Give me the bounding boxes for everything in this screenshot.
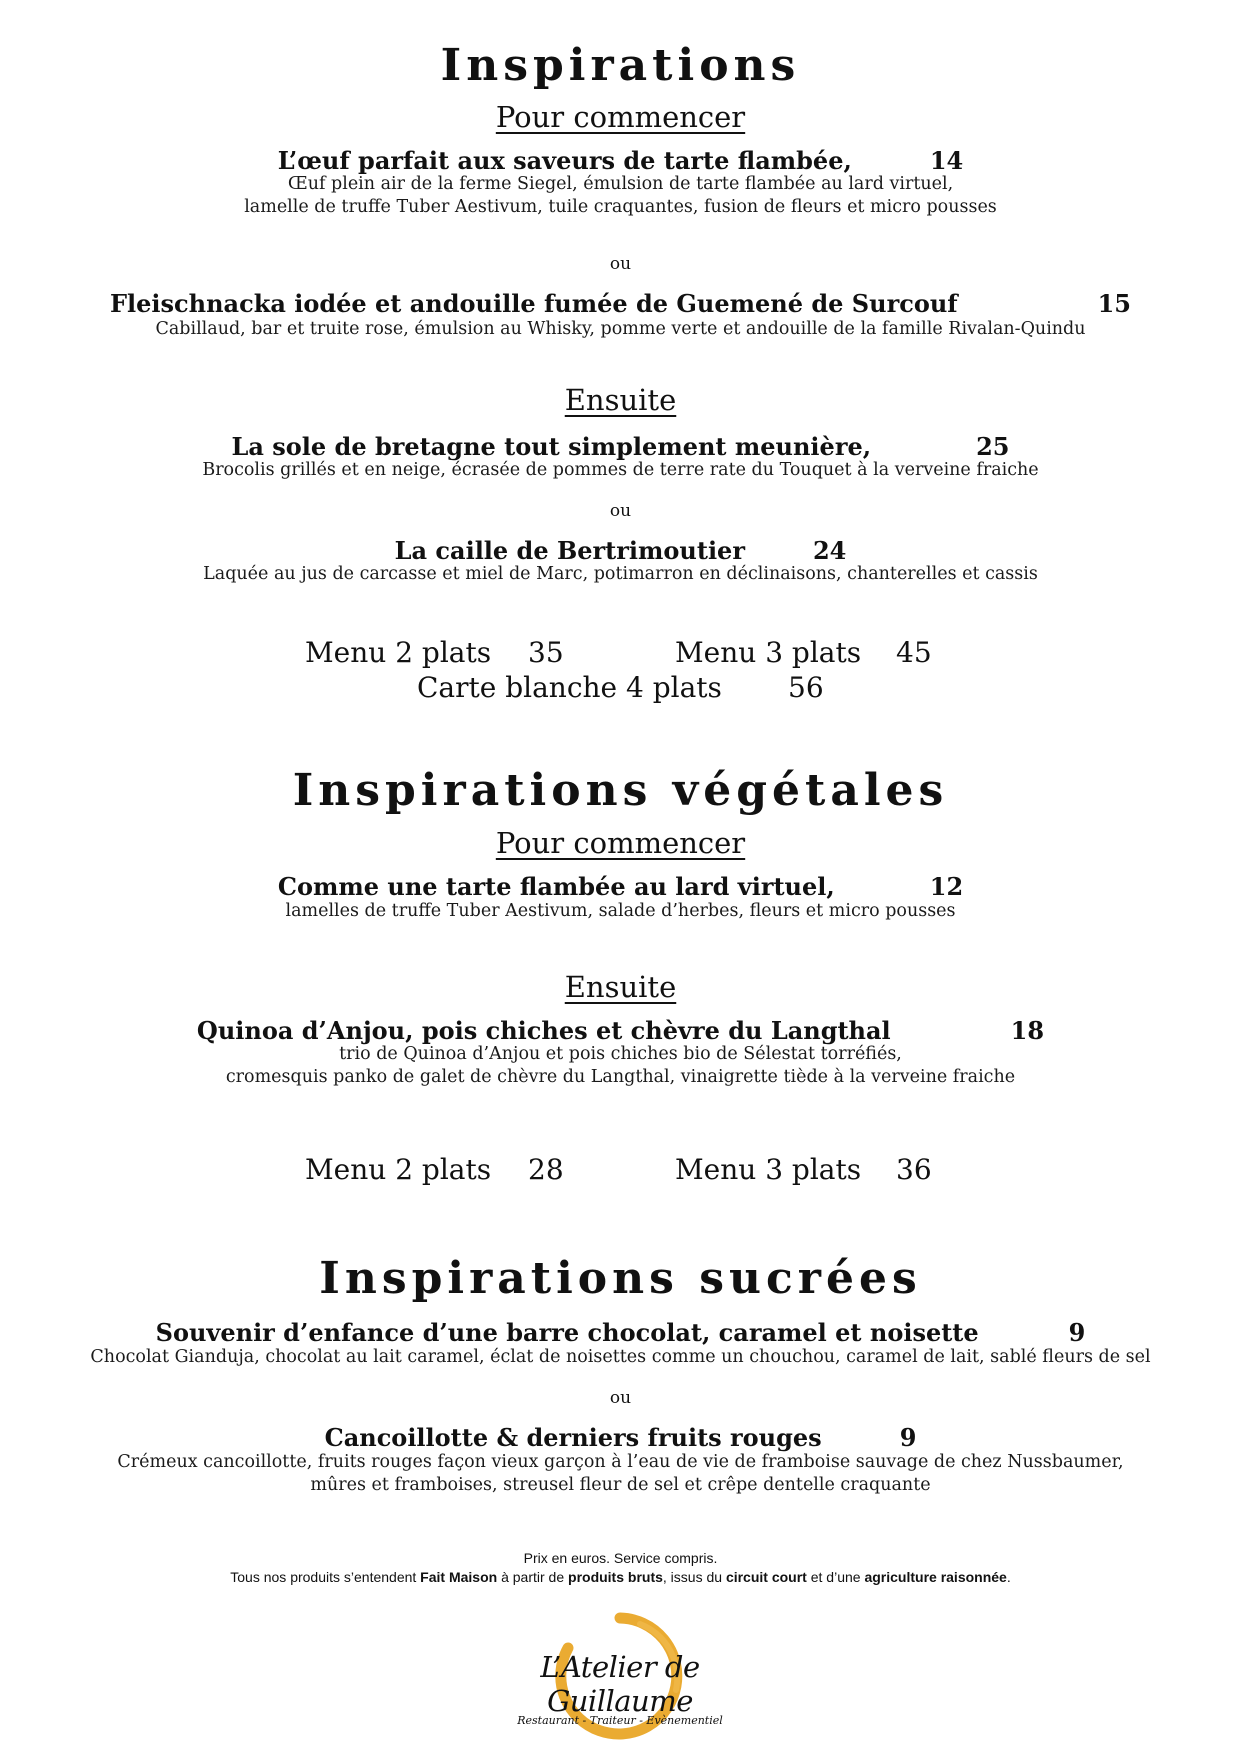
dish-price: 18 <box>1010 1016 1045 1045</box>
dish-price: 9 <box>1068 1318 1086 1347</box>
restaurant-logo <box>490 1610 750 1750</box>
dish-quinoa <box>0 1016 1241 1045</box>
dish-price: 15 <box>1097 289 1132 318</box>
or-separator: ou <box>609 254 632 274</box>
footer-emphasis: produits bruts <box>568 1569 663 1585</box>
dish-description: Œuf plein air de la ferme Siegel, émulsion de tarte flambée au lard virtuel, <box>287 174 954 194</box>
dish-price: 25 <box>976 432 1010 461</box>
formula-label: Menu 3 plats <box>675 1153 862 1186</box>
formula-price: 56 <box>788 671 824 704</box>
dish-oeuf-parfait <box>0 146 1241 175</box>
dish-name: L’œuf parfait aux saveurs de tarte flambée, <box>277 146 852 175</box>
footer-text: , issus du <box>662 1569 726 1585</box>
dish-tarte-flambee <box>0 872 1241 901</box>
section-title-vegetal: Inspirations végétales <box>292 765 949 816</box>
footer-text: Tous nos produits s’entendent <box>230 1569 421 1585</box>
menu-formulas-row2 <box>0 671 1241 707</box>
dish-name: La caille de Bertrimoutier <box>394 536 745 565</box>
dish-description: Cabillaud, bar et truite rose, émulsion au Whisky, pomme verte et andouille de la famille Rivalan-Quindu <box>155 319 1086 339</box>
dish-description: Brocolis grillés et en neige, écrasée de pommes de terre rate du Touquet à la verveine fraiche <box>202 460 1039 480</box>
dish-description: trio de Quinoa d’Anjou et pois chiches bio de Sélestat torréfiés, <box>339 1044 902 1064</box>
formula-label: Menu 2 plats <box>305 636 492 669</box>
dish-description: cromesquis panko de galet de chèvre du Langthal, vinaigrette tiède à la verveine fraiche <box>225 1067 1016 1087</box>
or-separator: ou <box>609 1388 632 1408</box>
formula-label: Menu 2 plats <box>305 1153 492 1186</box>
footer-text: . <box>1006 1569 1011 1585</box>
logo-tagline: Restaurant - Traiteur - Evènementiel <box>517 1714 723 1727</box>
dish-caille <box>0 536 1241 565</box>
footer-text: et d’une <box>806 1569 865 1585</box>
dish-description: Chocolat Gianduja, chocolat au lait caramel, éclat de noisettes comme un chouchou, caramel de lait, sablé fleurs de sel <box>90 1347 1151 1367</box>
dish-sole <box>0 432 1241 461</box>
dish-name: Fleischnacka iodée et andouille fumée de Guemené de Surcouf <box>109 289 958 318</box>
footer-emphasis: Fait Maison <box>420 1569 498 1585</box>
dish-name: Cancoillotte & derniers fruits rouges <box>324 1423 822 1452</box>
dish-souvenir-enfance <box>0 1318 1241 1347</box>
dish-description: lamelles de truffe Tuber Aestivum, salade d’herbes, fleurs et micro pousses <box>285 901 956 921</box>
heading-starters: Pour commencer <box>495 100 746 134</box>
or-separator: ou <box>609 501 632 521</box>
logo-name: L’Atelier de Guillaume <box>540 1650 700 1718</box>
heading-mains: Ensuite <box>564 970 677 1004</box>
menu-formulas-row1 <box>0 636 1241 672</box>
dish-description: Crémeux cancoillotte, fruits rouges façon vieux garçon à l’eau de vie de framboise sauvage de chez Nussbaumer, <box>117 1452 1124 1472</box>
dish-description: mûres et framboises, streusel fleur de sel et crêpe dentelle craquante <box>310 1475 931 1495</box>
dish-name: La sole de bretagne tout simplement meunière, <box>231 432 872 461</box>
dish-description: Laquée au jus de carcasse et miel de Marc, potimarron en déclinaisons, chanterelles et cassis <box>203 564 1038 584</box>
dish-price: 12 <box>929 872 964 901</box>
footer-emphasis: circuit court <box>725 1569 807 1585</box>
formula-price: 36 <box>896 1153 932 1186</box>
dish-name: Souvenir d’enfance d’une barre chocolat, caramel et noisette <box>155 1318 979 1347</box>
dish-price: 14 <box>929 146 964 175</box>
footer-emphasis: agriculture raisonnée <box>864 1569 1007 1585</box>
formula-label: Menu 3 plats <box>675 636 862 669</box>
section-title-sweet: Inspirations sucrées <box>319 1253 922 1304</box>
section-title-inspirations: Inspirations <box>440 40 801 91</box>
heading-starters: Pour commencer <box>495 826 746 860</box>
heading-mains: Ensuite <box>564 383 677 417</box>
menu-formulas-vegetal <box>0 1153 1241 1189</box>
dish-description: lamelle de truffe Tuber Aestivum, tuile craquantes, fusion de fleurs et micro pousses <box>244 197 997 217</box>
footer-text: à partir de <box>497 1569 569 1585</box>
formula-price: 35 <box>528 636 564 669</box>
footer-prices-note: Prix en euros. Service compris. <box>523 1550 718 1566</box>
dish-cancoillotte <box>0 1423 1241 1452</box>
footer-homemade-note <box>0 1569 1241 1585</box>
dish-name: Quinoa d’Anjou, pois chiches et chèvre du Langthal <box>196 1016 891 1045</box>
dish-price: 24 <box>812 536 847 565</box>
formula-label: Carte blanche 4 plats <box>417 671 722 704</box>
formula-price: 28 <box>528 1153 564 1186</box>
formula-price: 45 <box>896 636 932 669</box>
dish-fleischnacka <box>0 289 1241 318</box>
dish-name: Comme une tarte flambée au lard virtuel, <box>277 872 835 901</box>
dish-price: 9 <box>899 1423 917 1452</box>
